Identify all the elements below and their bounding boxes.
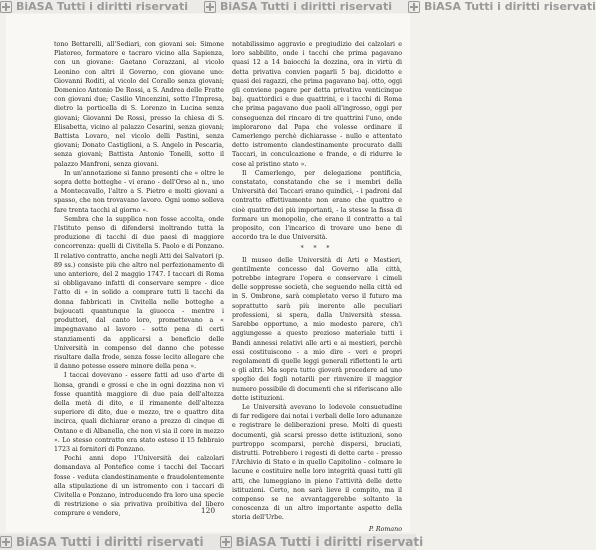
paragraph: Il museo delle Università di Arti e Mestieri, gentilmente concesso dal Governo alla città, potrebbe integrare l'opera e conservare i cimeli delle soppresse società, che seguendo nella città ed in S. Ombrone, sarà completato verso il futuro ma soprattutto sarà più inerente alle peculiari professioni, si spera, dalla Università stessa. Sarebbe opportuno, a mio modesto parere, ch'i aggiungesse a questo prezioso materiale tutti i Bandi annessi relativi alle arti e ai mestieri, perchè essi costituiscono - a mio dire - veri e propri regolamenti di quelle leggi generali riflettenti le arti e gli altri. Ma sopra tutto gioverà procedere ad uno spoglio dei fogli notarili per rinvenire il maggior numero possibile di documenti che si riferiscano alle dette istituzioni.	[232, 256, 402, 402]
text-column-right	[232, 40, 402, 534]
watermark-item: BiASA Tutti i diritti riservati	[220, 535, 424, 549]
watermark-banner-top	[0, 0, 596, 13]
paragraph: In un'annotazione si fanno presenti che « oltre le sopra dette botteghe - vi erano - dell'Orso al n., uno a Montecavallo, l'altro a S. Pietro e molti giovani a spasso, che non trovavano lavoro. Ogni uomo solleva fare trenta tacchi al giorno ».	[54, 169, 224, 214]
section-separator: * * *	[300, 245, 334, 253]
watermark-item: BiASA Tutti i diritti riservati	[408, 0, 596, 13]
paragraph: Sembra che la supplica non fosse accolta, onde l'Istituto penso di difendersi inoltrando tutta la produzione di tacchi di due paesi di maggiore concorrenza: quelli di Civitella S. Paolo e di Ponzano. Il relativo contratto, anche negli Atti dei Salvatori (p. 89 ss.) consiste più che altro nel perfezionamento di uno anteriore, del 2 maggio 1747. I taccari di Roma si obbligavano infatti di conservare sempre - dice l'atto di « in solido a comprare tutti li tacchi da donna fabbricati in Civitella nelle botteghe a bujoucati quantunque la giuocca - mentre i produttori, dal canto loro, promettevano a « impegnavano al lavoro - sotto pena di certi stanziamenti da applicarsi a beneficio delle Università in compenso del danno che potesse risultare dalla frode, senza fosse lecito allegare che il danno potesse essere minore della pena ».	[54, 215, 224, 371]
biasa-logo-icon	[204, 1, 216, 13]
paragraph: notabilissimo aggravio e pregiudizio dei calzolari e loro sabbilito, onde i tacchi che prima pagavano quasi 12 a 14 baiocchi la dozzina, ora in virtù di detta privativa convien pagarli 5 baj. dicidotto e quasi dei ragazzi, che prima pagavano baj. otto, oggi gli conviene pagare per detta privativa venticinque baj. quattordici e due quattrini, e i tacchi di Roma che prima pagavano due paoli all'ingrosso, oggi per conseguenza del rincaro di tre quattrini l'uno, onde implorarono dal Papa che volesse ordinare il Camerlengo perchè dichiarasse - nullo e attentato detto istromento clandestinamente procurato dalli Taccari, in conculcazione e frande, e di ridurre le cose al pristino stato ».	[232, 41, 402, 168]
biasa-logo-icon	[220, 536, 232, 548]
biasa-logo-icon	[408, 1, 420, 13]
paragraph: I taccai dovevano - essere fatti ad uso d'arte di lionsa, grandi e grossi e che in ogni dozzina non vi fosse quantità maggiore di due paia dell'altezza della metà di dito, e il rimanente dell'altezza superiore di dito, due e mezzo, tre e quattro dita incirca, quali dichiarar erano a prezzo di cinque di Ontano e di Albanella, che non vi sia il core in mezzo ». Lo stesso contratto era stato esteso il 15 febbraio 1723 ai fornitori di Ponzano.	[54, 372, 224, 453]
watermark-banner-bottom	[0, 534, 424, 550]
text-column-left	[54, 40, 224, 519]
scanned-page	[6, 14, 410, 532]
paragraph: Il Camerlengo, per delegazione pontificia, constatato, constatando che se i membri della Università dei Taccari erano quindici, - i padroni dal contratto effettivamente non erano che quattro e cioè quattro dei più importanti, - la stesse la fissa di formare un monopolio, che erano il contratto a tal proposito, con l'incarico di trovare uno bene di accordo tra le due Università.	[232, 169, 402, 242]
biasa-logo-icon	[0, 536, 12, 548]
watermark-item: BiASA Tutti i diritti riservati	[0, 535, 204, 549]
page-number: 120	[200, 506, 216, 515]
watermark-item: BiASA Tutti i diritti riservati	[0, 0, 188, 13]
author-signature: P. Romano	[368, 525, 402, 533]
paragraph: tono Bettarelli, all'Sediari, con giovani sei: Simone Platoreo, formatore e tacraro vicino alla Sapienza, con un giovane: Gaetano Corazzani, al vicolo Leonino con altri il Governo, con giovane uno: Giovanni Roditi, al vicolo del Corallo senza giovani; Domenico Antonio De Rossi, a S. Andrea delle Fratte con giovani due; Casilio Vincenzini, sotto l'Impresa, dietro la porticella di S. Lorenzo in Lucina senza giovani; Giovanni De Rossi, presso la chiesa di S. Elisabetta, vicino al palazzo Cesarini, senza giovani; Battista Lovaro, nel vicolo delli Pastini, senza giovani; Donato Castiglioni, a S. Angelo in Pescaria, senza giovani; Battista Antonio Tonelli, sotto il palazzo Manfroni, senza giovani.	[54, 41, 224, 168]
paragraph: Le Università avevano lo lodevole consuetudine di far redigere dai notai i verbali delle loro adunanze e registrare le deliberazioni prese. Molti di questi documenti, già scarsi presso dette istituzioni, sono purtroppo scomparsi, perchè dispersi, bruciati, distrutti. Potrebbero i regesti di dette carte - presso l'Archivio di Stato e in quello Capitolino - colmare le lacune e costituire nelle loro integrità quasi tutti gli atti, che lumeggiano in pieno l'attività delle dette istituzioni. Certo, non sarà lieve il compito, ma il compenso se ne avvantaggerebbe soltanto la conoscenza di un altro importante aspetto della storia dell'Urbe.	[232, 403, 402, 522]
watermark-item: BiASA Tutti i diritti riservati	[204, 0, 392, 13]
paragraph: Pochi anni dopo l'Università dei calzolari domandava al Pontefice come i tacchi del Taccari fosse - veduta clandestinamente e fraudolentemente alla stipulazione di un istromento con i taccari di Civitella e Ponzano, introducendo fra loro una specie di restrizione o sia privativa proibitiva del libero comprare e vendere,	[54, 455, 224, 518]
biasa-logo-icon	[0, 1, 12, 13]
